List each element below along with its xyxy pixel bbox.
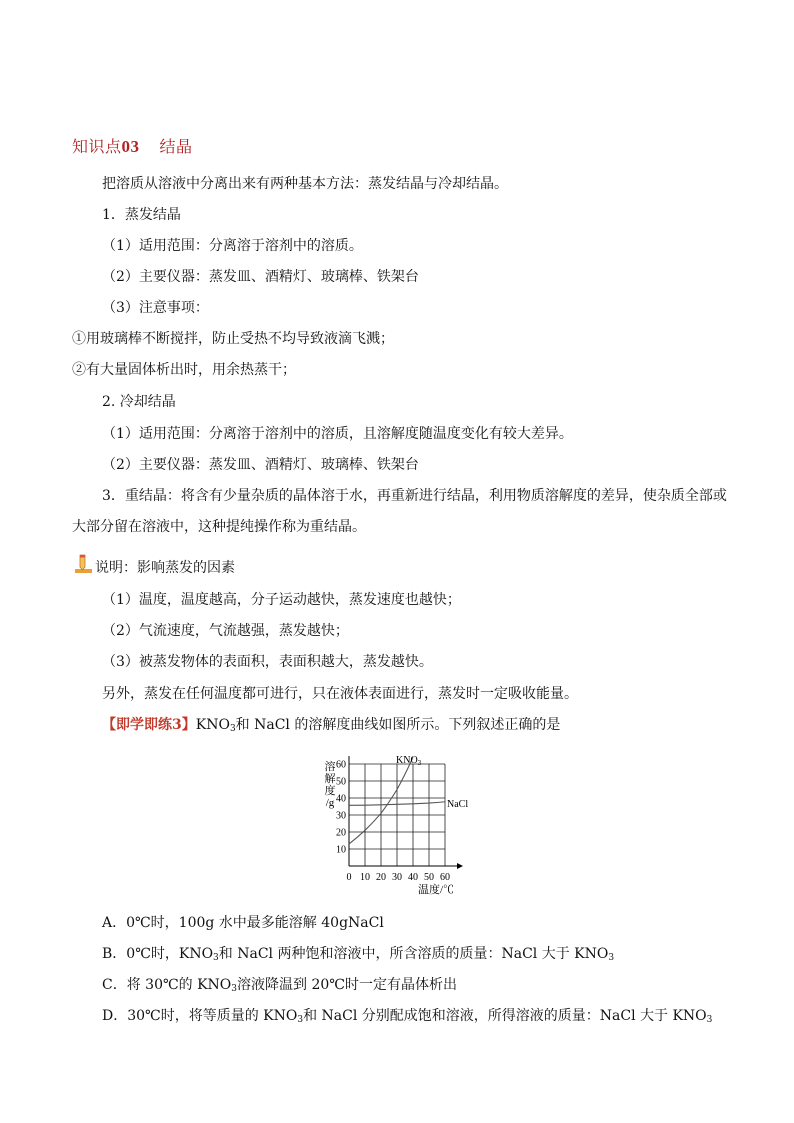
subheading-evaporation: 1．蒸发结晶 <box>102 207 181 223</box>
series-line-kno3 <box>349 757 413 844</box>
section-heading <box>72 134 193 157</box>
subheading-cooling: 2. 冷却结晶 <box>102 394 176 410</box>
y-axis-label: 解 <box>324 773 336 785</box>
cooling-apparatus: （2）主要仪器：蒸发皿、酒精灯、玻璃棒、铁架台 <box>102 457 419 473</box>
intro-text: 把溶质从溶液中分离出来有两种基本方法：蒸发结晶与冷却结晶。 <box>102 176 508 192</box>
y-tick-label: 60 <box>336 759 346 771</box>
question-tag: 【即学即练3】 <box>102 717 196 733</box>
series-line-nacl <box>349 802 445 806</box>
x-axis-arrow <box>457 863 463 869</box>
x-axis-label: 温度/℃ <box>417 884 455 896</box>
y-axis-label: 度 <box>324 785 336 797</box>
x-tick-label: 40 <box>408 872 418 883</box>
y-tick-label: 40 <box>336 793 346 805</box>
factor-temperature: （1）温度，温度越高，分子运动越快，蒸发速度也越快； <box>102 592 461 608</box>
y-tick-label: 20 <box>336 827 346 839</box>
evaporation-note-1: ①用玻璃棒不断搅拌，防止受热不均导致液滴飞溅； <box>72 331 394 347</box>
y-axis-label: /g <box>325 797 335 809</box>
cooling-scope: （1）适用范围：分离溶于溶剂中的溶质，且溶解度随温度变化有较大差异。 <box>102 426 573 442</box>
heading-title: 结晶 <box>159 137 193 156</box>
pencil-note-icon <box>73 553 95 575</box>
extra-note: 另外，蒸发在任何温度都可进行，只在液体表面进行，蒸发时一定吸收能量。 <box>102 686 578 702</box>
option-b[interactable]: B．0℃时，$KNO_3$和 NaCl 两种饱和溶液中，所含溶质的质量：NaCl 大于 $KNO_3$ <box>102 946 615 963</box>
recrystallization-line-1: 3．重结晶：将含有少量杂质的晶体溶于水，再重新进行结晶，利用物质溶解度的差异，使杂质全部或 <box>102 488 727 504</box>
x-tick-label: 0 <box>346 872 352 883</box>
note-title: 说明：影响蒸发的因素 <box>95 560 235 576</box>
evaporation-apparatus: （2）主要仪器：蒸发皿、酒精灯、玻璃棒、铁架台 <box>102 269 419 285</box>
heading-number: 03 <box>121 137 140 156</box>
option-a[interactable]: A．0℃时，100g 水中最多能溶解 40gNaCl <box>102 915 384 931</box>
y-tick-label: 50 <box>336 776 346 788</box>
question-stem: 【即学即练3】$KNO_3$和 NaCl 的溶解度曲线如图所示。下列叙述正确的是 <box>102 717 561 734</box>
x-tick-label: 50 <box>424 872 434 883</box>
y-tick-label: 10 <box>336 844 346 856</box>
recrystallization-line-2: 大部分留在溶液中，这种提纯操作称为重结晶。 <box>72 519 366 535</box>
factor-airflow: （2）气流速度，气流越强，蒸发越快； <box>102 623 349 639</box>
evaporation-notes-title: （3）注意事项： <box>102 300 209 316</box>
series-label-nacl: NaCl <box>447 799 469 810</box>
evaporation-scope: （1）适用范围：分离溶于溶剂中的溶质。 <box>102 238 363 254</box>
option-c[interactable]: C．将 30℃的 $KNO_3$溶液降温到 20℃时一定有晶体析出 <box>102 977 457 994</box>
evaporation-note-2: ②有大量固体析出时，用余热蒸干； <box>72 362 296 378</box>
factor-surface-area: （3）被蒸发物体的表面积，表面积越大，蒸发越快。 <box>102 654 433 670</box>
x-tick-label: 10 <box>360 872 370 883</box>
x-tick-label: 60 <box>440 872 450 883</box>
y-axis-label: 溶 <box>324 761 336 773</box>
series-label-kno3: $KNO_3$ <box>396 755 422 767</box>
x-tick-label: 30 <box>392 872 402 883</box>
x-tick-label: 20 <box>376 872 386 883</box>
option-d[interactable]: D．30℃时，将等质量的 $KNO_3$和 NaCl 分别配成饱和溶液，所得溶液的质量：NaCl 大于 $KNO_3$ <box>102 1008 713 1025</box>
heading-label: 知识点 <box>72 137 122 156</box>
y-tick-label: 30 <box>336 810 346 822</box>
